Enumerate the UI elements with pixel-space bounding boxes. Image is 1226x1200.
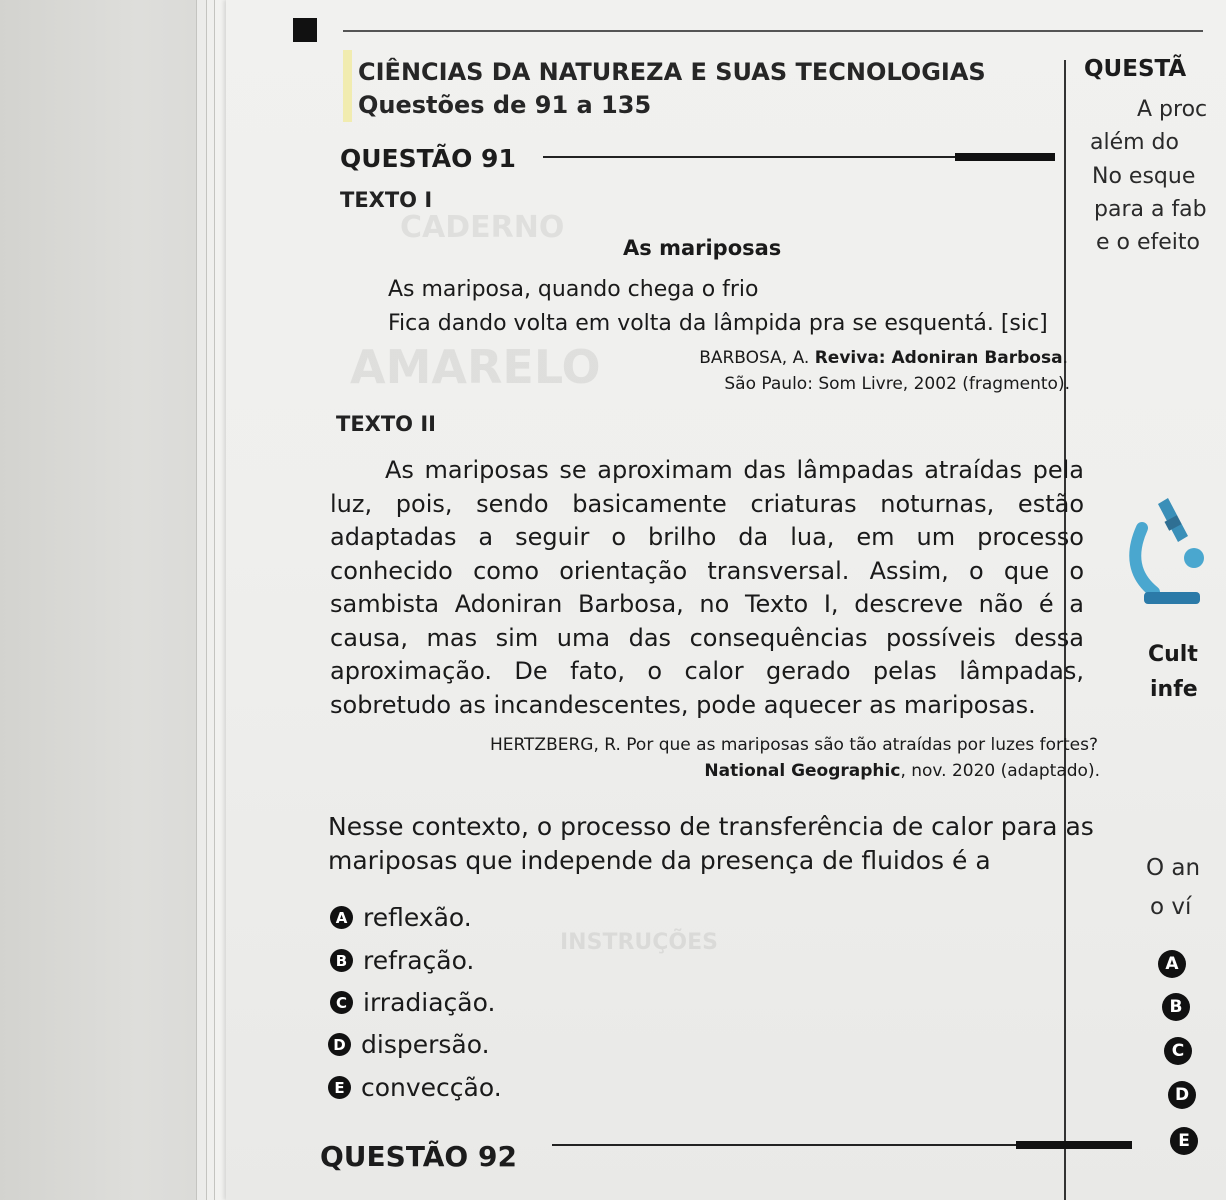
header-rule	[343, 30, 1203, 32]
area-title: CIÊNCIAS DA NATUREZA E SUAS TECNOLOGIAS	[358, 58, 986, 86]
source-texto-1: BARBOSA, A. Reviva: Adoniran Barbosa.	[699, 348, 1068, 368]
question-92-title: QUESTÃO 92	[320, 1140, 517, 1173]
texto-2-label: TEXTO II	[336, 412, 436, 436]
area-subtitle: Questões de 91 a 135	[358, 91, 652, 119]
option-letter-icon: A	[330, 906, 353, 929]
area-highlight	[343, 50, 352, 122]
right-option-a[interactable]: A	[1158, 950, 1186, 978]
right-option-c[interactable]: C	[1164, 1037, 1192, 1065]
source-texto-1-publisher: São Paulo: Som Livre, 2002 (fragmento).	[724, 374, 1070, 394]
option-c[interactable]	[330, 988, 495, 1017]
option-text: refração.	[363, 946, 475, 975]
registration-mark	[293, 18, 317, 42]
right-question-title: QUESTÃ	[1084, 56, 1187, 82]
right-option-d[interactable]: D	[1168, 1081, 1196, 1109]
right-text-line: No esque	[1092, 164, 1196, 189]
question-stem: Nesse contexto, o processo de transferência de calor para as mariposas que independe da presença de fluidos é a	[328, 812, 1094, 875]
texto-1-label: TEXTO I	[340, 188, 433, 212]
option-text: convecção.	[361, 1073, 502, 1102]
option-e[interactable]	[328, 1073, 502, 1102]
option-letter-icon: E	[328, 1076, 351, 1099]
question-91-rule	[543, 156, 1055, 158]
option-letter-icon: B	[330, 949, 353, 972]
option-text: dispersão.	[361, 1030, 490, 1059]
option-a[interactable]	[330, 903, 472, 932]
right-text-line: além do	[1090, 130, 1179, 155]
poem-line: Fica dando volta em volta da lâmpida pra se esquentá. [sic]	[388, 311, 1048, 336]
right-text-line: O an	[1146, 855, 1201, 881]
right-text-line: e o efeito	[1096, 230, 1200, 255]
option-letter-icon: D	[328, 1033, 351, 1056]
texto-2-paragraph: As mariposas se aproximam das lâmpadas atraídas pela luz, pois, sendo basicamente criaturas noturnas, estão adaptadas a seguir o brilho da lua, em um processo conhecido como orientação transversal. Assim, o que o sambista Adoniran Barbosa, no Texto I, descreve não é a causa, mas sim uma das consequências possíveis dessa aproximação. De fato, o calor gerado pelas lâmpadas, sobretudo as incandescentes, pode aquecer as mariposas.	[330, 456, 1084, 719]
question-91-title: QUESTÃO 91	[340, 144, 516, 173]
right-text-line: o ví	[1150, 894, 1192, 920]
option-b[interactable]	[330, 946, 474, 975]
question-92-rule	[552, 1144, 1132, 1146]
source-texto-2: HERTZBERG, R. Por que as mariposas são tão atraídas por luzes fortes?	[489, 735, 1098, 755]
option-letter-icon: C	[330, 991, 353, 1014]
right-caption: infe	[1150, 677, 1198, 702]
right-option-b[interactable]: B	[1162, 993, 1190, 1021]
show-through: INSTRUÇÕES	[560, 930, 718, 955]
right-text-line: para a fab	[1094, 197, 1207, 222]
right-option-e[interactable]: E	[1170, 1127, 1198, 1155]
show-through: AMARELO	[350, 340, 601, 394]
right-text-line: A proc	[1137, 97, 1208, 122]
poem-title: As mariposas	[623, 236, 782, 260]
option-text: reflexão.	[363, 903, 472, 932]
show-through: CADERNO	[400, 210, 565, 245]
source-texto-2-publisher: National Geographic, nov. 2020 (adaptado).	[704, 761, 1100, 781]
poem-line: As mariposa, quando chega o frio	[388, 277, 759, 302]
option-d[interactable]	[328, 1030, 490, 1059]
microscope-icon	[1128, 488, 1200, 618]
option-text: irradiação.	[363, 988, 496, 1017]
right-caption: Cult	[1148, 642, 1198, 667]
